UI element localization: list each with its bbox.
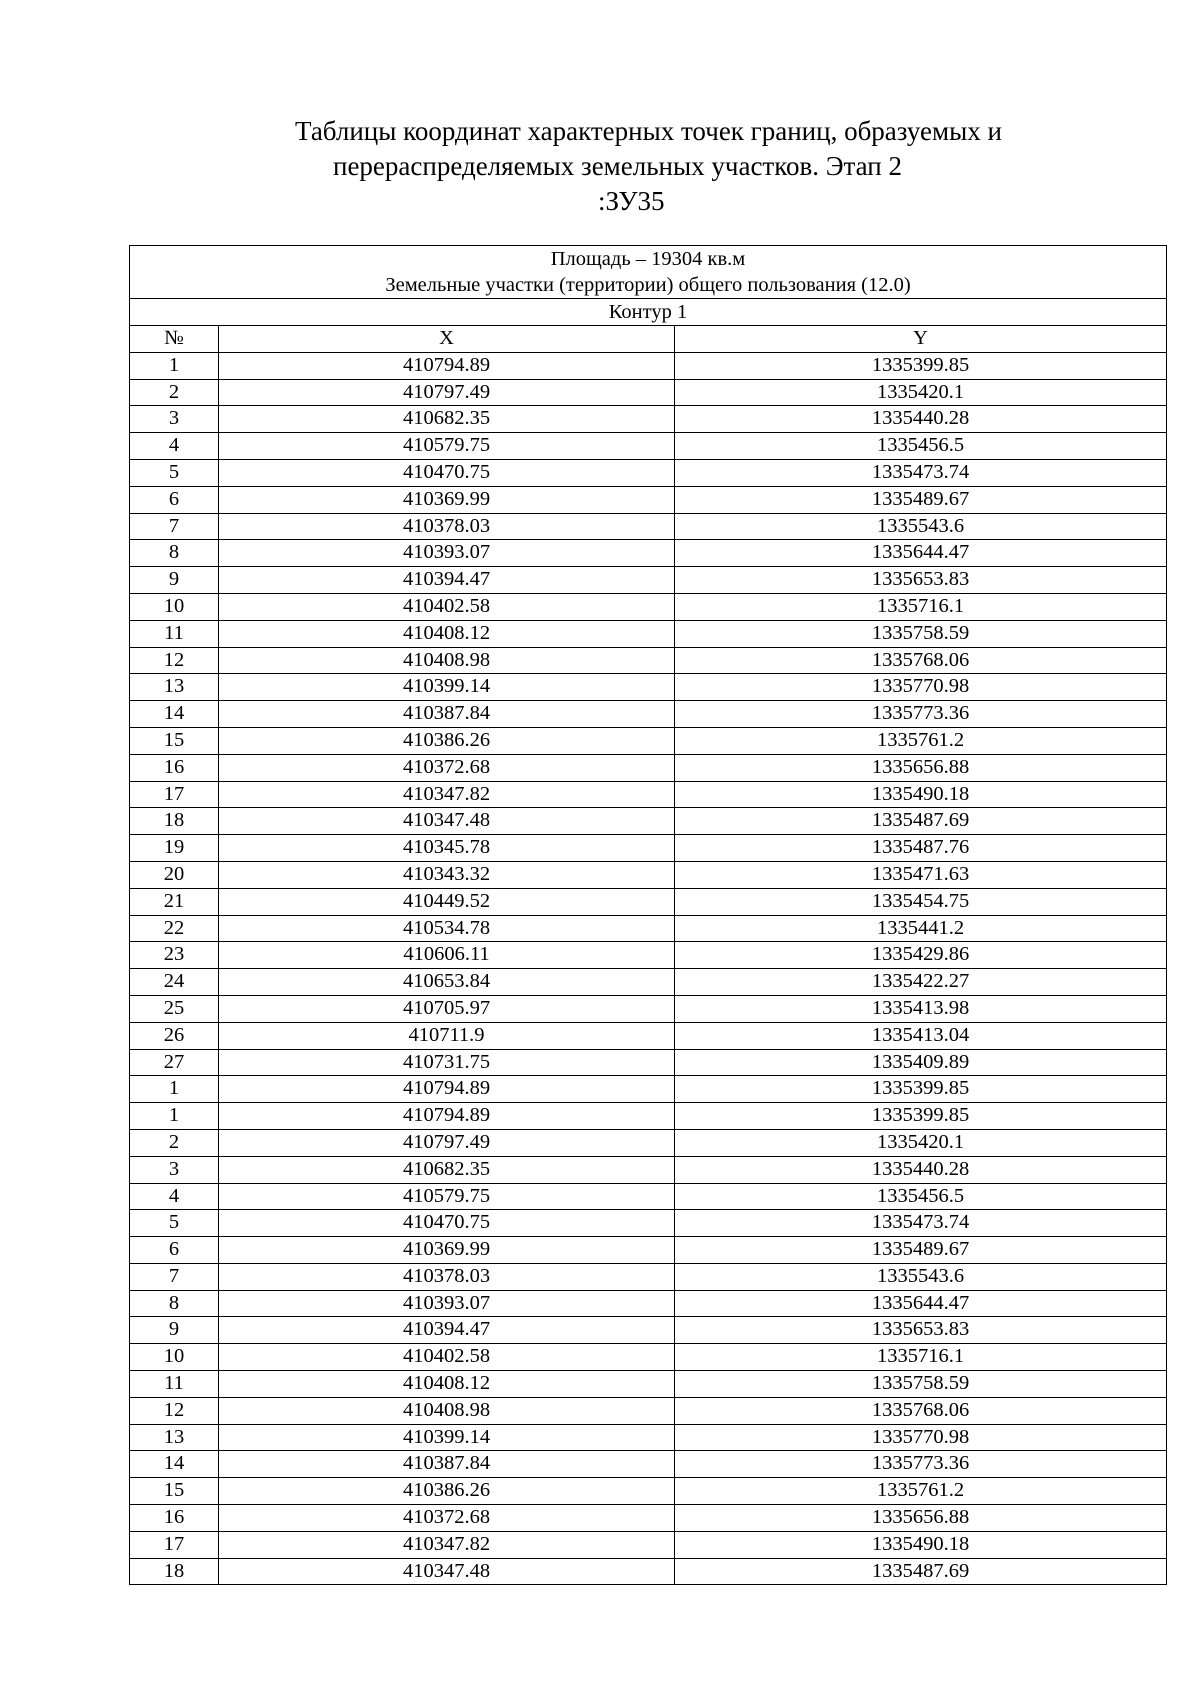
column-header-row bbox=[130, 326, 1167, 353]
x-coordinate-cell: 410345.78 bbox=[219, 835, 675, 862]
y-coordinate-cell: 1335761.2 bbox=[675, 1478, 1167, 1505]
table-row bbox=[130, 647, 1167, 674]
x-coordinate-cell: 410731.75 bbox=[219, 1049, 675, 1076]
x-coordinate-cell: 410347.48 bbox=[219, 808, 675, 835]
x-coordinate-cell: 410534.78 bbox=[219, 915, 675, 942]
y-coordinate-cell: 1335399.85 bbox=[675, 352, 1167, 379]
point-number-cell: 23 bbox=[130, 942, 219, 969]
area-row bbox=[130, 246, 1167, 273]
table-row bbox=[130, 567, 1167, 594]
table-row bbox=[130, 1505, 1167, 1532]
y-coordinate-cell: 1335413.04 bbox=[675, 1022, 1167, 1049]
table-row bbox=[130, 1210, 1167, 1237]
table-row bbox=[130, 888, 1167, 915]
table-row bbox=[130, 352, 1167, 379]
table-row bbox=[130, 1156, 1167, 1183]
x-coordinate-cell: 410470.75 bbox=[219, 459, 675, 486]
table-row bbox=[130, 727, 1167, 754]
y-coordinate-cell: 1335454.75 bbox=[675, 888, 1167, 915]
y-coordinate-cell: 1335413.98 bbox=[675, 995, 1167, 1022]
table-row bbox=[130, 674, 1167, 701]
point-number-cell: 8 bbox=[130, 1290, 219, 1317]
x-coordinate-cell: 410386.26 bbox=[219, 727, 675, 754]
table-row bbox=[130, 486, 1167, 513]
point-number-cell: 15 bbox=[130, 1478, 219, 1505]
table-row bbox=[130, 1397, 1167, 1424]
y-coordinate-cell: 1335399.85 bbox=[675, 1076, 1167, 1103]
y-coordinate-cell: 1335644.47 bbox=[675, 1290, 1167, 1317]
x-coordinate-cell: 410705.97 bbox=[219, 995, 675, 1022]
contour-row bbox=[130, 299, 1167, 326]
purpose-cell: Земельные участки (территории) общего пользования (12.0) bbox=[130, 272, 1167, 299]
column-header-number: № bbox=[130, 326, 219, 353]
table-row bbox=[130, 379, 1167, 406]
x-coordinate-cell: 410408.12 bbox=[219, 1371, 675, 1398]
x-coordinate-cell: 410449.52 bbox=[219, 888, 675, 915]
point-number-cell: 7 bbox=[130, 513, 219, 540]
x-coordinate-cell: 410347.82 bbox=[219, 1531, 675, 1558]
column-header-y: Y bbox=[675, 326, 1167, 353]
point-number-cell: 8 bbox=[130, 540, 219, 567]
table-row bbox=[130, 406, 1167, 433]
point-number-cell: 21 bbox=[130, 888, 219, 915]
point-number-cell: 14 bbox=[130, 1451, 219, 1478]
x-coordinate-cell: 410394.47 bbox=[219, 567, 675, 594]
y-coordinate-cell: 1335420.1 bbox=[675, 1129, 1167, 1156]
x-coordinate-cell: 410393.07 bbox=[219, 540, 675, 567]
y-coordinate-cell: 1335656.88 bbox=[675, 1505, 1167, 1532]
x-coordinate-cell: 410470.75 bbox=[219, 1210, 675, 1237]
x-coordinate-cell: 410378.03 bbox=[219, 1263, 675, 1290]
table-row bbox=[130, 513, 1167, 540]
point-number-cell: 3 bbox=[130, 406, 219, 433]
table-row bbox=[130, 1317, 1167, 1344]
y-coordinate-cell: 1335543.6 bbox=[675, 513, 1167, 540]
table-row bbox=[130, 1478, 1167, 1505]
x-coordinate-cell: 410408.98 bbox=[219, 647, 675, 674]
x-coordinate-cell: 410372.68 bbox=[219, 754, 675, 781]
column-header-x: X bbox=[219, 326, 675, 353]
y-coordinate-cell: 1335768.06 bbox=[675, 647, 1167, 674]
point-number-cell: 4 bbox=[130, 433, 219, 460]
x-coordinate-cell: 410653.84 bbox=[219, 969, 675, 996]
table-row bbox=[130, 1344, 1167, 1371]
x-coordinate-cell: 410394.47 bbox=[219, 1317, 675, 1344]
y-coordinate-cell: 1335490.18 bbox=[675, 1531, 1167, 1558]
point-number-cell: 5 bbox=[130, 1210, 219, 1237]
y-coordinate-cell: 1335758.59 bbox=[675, 1371, 1167, 1398]
x-coordinate-cell: 410797.49 bbox=[219, 379, 675, 406]
point-number-cell: 6 bbox=[130, 486, 219, 513]
y-coordinate-cell: 1335489.67 bbox=[675, 1237, 1167, 1264]
table-row bbox=[130, 1558, 1167, 1585]
point-number-cell: 20 bbox=[130, 861, 219, 888]
point-number-cell: 12 bbox=[130, 647, 219, 674]
table-row bbox=[130, 433, 1167, 460]
y-coordinate-cell: 1335487.69 bbox=[675, 808, 1167, 835]
table-row bbox=[130, 995, 1167, 1022]
table-row bbox=[130, 969, 1167, 996]
point-number-cell: 1 bbox=[130, 352, 219, 379]
x-coordinate-cell: 410682.35 bbox=[219, 406, 675, 433]
point-number-cell: 10 bbox=[130, 593, 219, 620]
y-coordinate-cell: 1335440.28 bbox=[675, 406, 1167, 433]
x-coordinate-cell: 410387.84 bbox=[219, 701, 675, 728]
y-coordinate-cell: 1335768.06 bbox=[675, 1397, 1167, 1424]
table-row bbox=[130, 808, 1167, 835]
x-coordinate-cell: 410387.84 bbox=[219, 1451, 675, 1478]
x-coordinate-cell: 410393.07 bbox=[219, 1290, 675, 1317]
y-coordinate-cell: 1335490.18 bbox=[675, 781, 1167, 808]
point-number-cell: 16 bbox=[130, 754, 219, 781]
point-number-cell: 1 bbox=[130, 1103, 219, 1130]
table-row bbox=[130, 835, 1167, 862]
point-number-cell: 12 bbox=[130, 1397, 219, 1424]
point-number-cell: 27 bbox=[130, 1049, 219, 1076]
x-coordinate-cell: 410347.48 bbox=[219, 1558, 675, 1585]
contour-cell: Контур 1 bbox=[130, 299, 1167, 326]
y-coordinate-cell: 1335543.6 bbox=[675, 1263, 1167, 1290]
point-number-cell: 22 bbox=[130, 915, 219, 942]
x-coordinate-cell: 410797.49 bbox=[219, 1129, 675, 1156]
table-row bbox=[130, 1424, 1167, 1451]
y-coordinate-cell: 1335716.1 bbox=[675, 593, 1167, 620]
x-coordinate-cell: 410682.35 bbox=[219, 1156, 675, 1183]
table-row bbox=[130, 1451, 1167, 1478]
x-coordinate-cell: 410378.03 bbox=[219, 513, 675, 540]
point-number-cell: 4 bbox=[130, 1183, 219, 1210]
table-row bbox=[130, 754, 1167, 781]
coordinates-table bbox=[129, 245, 1167, 1585]
point-number-cell: 17 bbox=[130, 1531, 219, 1558]
point-number-cell: 18 bbox=[130, 1558, 219, 1585]
point-number-cell: 15 bbox=[130, 727, 219, 754]
point-number-cell: 14 bbox=[130, 701, 219, 728]
x-coordinate-cell: 410408.98 bbox=[219, 1397, 675, 1424]
point-number-cell: 7 bbox=[130, 1263, 219, 1290]
y-coordinate-cell: 1335656.88 bbox=[675, 754, 1167, 781]
point-number-cell: 10 bbox=[130, 1344, 219, 1371]
x-coordinate-cell: 410606.11 bbox=[219, 942, 675, 969]
point-number-cell: 9 bbox=[130, 567, 219, 594]
title-line-3: :ЗУ35 bbox=[598, 186, 665, 216]
table-row bbox=[130, 1049, 1167, 1076]
y-coordinate-cell: 1335441.2 bbox=[675, 915, 1167, 942]
point-number-cell: 2 bbox=[130, 379, 219, 406]
table-row bbox=[130, 1129, 1167, 1156]
purpose-row bbox=[130, 272, 1167, 299]
area-cell: Площадь – 19304 кв.м bbox=[130, 246, 1167, 273]
y-coordinate-cell: 1335653.83 bbox=[675, 1317, 1167, 1344]
table-row bbox=[130, 540, 1167, 567]
y-coordinate-cell: 1335653.83 bbox=[675, 567, 1167, 594]
point-number-cell: 11 bbox=[130, 1371, 219, 1398]
title-line-1: Таблицы координат характерных точек границ, образуемых и bbox=[295, 116, 1002, 146]
table-row bbox=[130, 781, 1167, 808]
x-coordinate-cell: 410408.12 bbox=[219, 620, 675, 647]
point-number-cell: 9 bbox=[130, 1317, 219, 1344]
x-coordinate-cell: 410794.89 bbox=[219, 1076, 675, 1103]
point-number-cell: 6 bbox=[130, 1237, 219, 1264]
point-number-cell: 11 bbox=[130, 620, 219, 647]
table-row bbox=[130, 1183, 1167, 1210]
y-coordinate-cell: 1335716.1 bbox=[675, 1344, 1167, 1371]
table-row bbox=[130, 1290, 1167, 1317]
y-coordinate-cell: 1335429.86 bbox=[675, 942, 1167, 969]
point-number-cell: 16 bbox=[130, 1505, 219, 1532]
x-coordinate-cell: 410369.99 bbox=[219, 1237, 675, 1264]
y-coordinate-cell: 1335773.36 bbox=[675, 1451, 1167, 1478]
point-number-cell: 26 bbox=[130, 1022, 219, 1049]
y-coordinate-cell: 1335456.5 bbox=[675, 433, 1167, 460]
point-number-cell: 3 bbox=[130, 1156, 219, 1183]
y-coordinate-cell: 1335770.98 bbox=[675, 1424, 1167, 1451]
y-coordinate-cell: 1335487.76 bbox=[675, 835, 1167, 862]
x-coordinate-cell: 410372.68 bbox=[219, 1505, 675, 1532]
y-coordinate-cell: 1335473.74 bbox=[675, 1210, 1167, 1237]
table-row bbox=[130, 915, 1167, 942]
table-row bbox=[130, 593, 1167, 620]
point-number-cell: 13 bbox=[130, 674, 219, 701]
x-coordinate-cell: 410399.14 bbox=[219, 1424, 675, 1451]
y-coordinate-cell: 1335644.47 bbox=[675, 540, 1167, 567]
y-coordinate-cell: 1335770.98 bbox=[675, 674, 1167, 701]
table-row bbox=[130, 620, 1167, 647]
x-coordinate-cell: 410794.89 bbox=[219, 352, 675, 379]
y-coordinate-cell: 1335471.63 bbox=[675, 861, 1167, 888]
table-row bbox=[130, 1531, 1167, 1558]
table-row bbox=[130, 459, 1167, 486]
y-coordinate-cell: 1335773.36 bbox=[675, 701, 1167, 728]
table-row bbox=[130, 1237, 1167, 1264]
y-coordinate-cell: 1335456.5 bbox=[675, 1183, 1167, 1210]
y-coordinate-cell: 1335489.67 bbox=[675, 486, 1167, 513]
x-coordinate-cell: 410402.58 bbox=[219, 1344, 675, 1371]
point-number-cell: 19 bbox=[130, 835, 219, 862]
x-coordinate-cell: 410386.26 bbox=[219, 1478, 675, 1505]
y-coordinate-cell: 1335420.1 bbox=[675, 379, 1167, 406]
y-coordinate-cell: 1335473.74 bbox=[675, 459, 1167, 486]
table-row bbox=[130, 1076, 1167, 1103]
y-coordinate-cell: 1335487.69 bbox=[675, 1558, 1167, 1585]
point-number-cell: 24 bbox=[130, 969, 219, 996]
y-coordinate-cell: 1335758.59 bbox=[675, 620, 1167, 647]
y-coordinate-cell: 1335409.89 bbox=[675, 1049, 1167, 1076]
x-coordinate-cell: 410579.75 bbox=[219, 433, 675, 460]
table-row bbox=[130, 861, 1167, 888]
table-row bbox=[130, 1263, 1167, 1290]
table-row bbox=[130, 701, 1167, 728]
point-number-cell: 13 bbox=[130, 1424, 219, 1451]
point-number-cell: 18 bbox=[130, 808, 219, 835]
x-coordinate-cell: 410369.99 bbox=[219, 486, 675, 513]
point-number-cell: 2 bbox=[130, 1129, 219, 1156]
table-row bbox=[130, 942, 1167, 969]
x-coordinate-cell: 410579.75 bbox=[219, 1183, 675, 1210]
title-line-2: перераспределяемых земельных участков. Этап 2 bbox=[333, 151, 903, 181]
x-coordinate-cell: 410402.58 bbox=[219, 593, 675, 620]
point-number-cell: 5 bbox=[130, 459, 219, 486]
y-coordinate-cell: 1335440.28 bbox=[675, 1156, 1167, 1183]
x-coordinate-cell: 410711.9 bbox=[219, 1022, 675, 1049]
y-coordinate-cell: 1335422.27 bbox=[675, 969, 1167, 996]
x-coordinate-cell: 410347.82 bbox=[219, 781, 675, 808]
point-number-cell: 25 bbox=[130, 995, 219, 1022]
table-row bbox=[130, 1022, 1167, 1049]
x-coordinate-cell: 410399.14 bbox=[219, 674, 675, 701]
table-row bbox=[130, 1103, 1167, 1130]
x-coordinate-cell: 410343.32 bbox=[219, 861, 675, 888]
point-number-cell: 1 bbox=[130, 1076, 219, 1103]
y-coordinate-cell: 1335761.2 bbox=[675, 727, 1167, 754]
coordinates-table-body bbox=[130, 246, 1167, 1585]
y-coordinate-cell: 1335399.85 bbox=[675, 1103, 1167, 1130]
table-row bbox=[130, 1371, 1167, 1398]
x-coordinate-cell: 410794.89 bbox=[219, 1103, 675, 1130]
point-number-cell: 17 bbox=[130, 781, 219, 808]
